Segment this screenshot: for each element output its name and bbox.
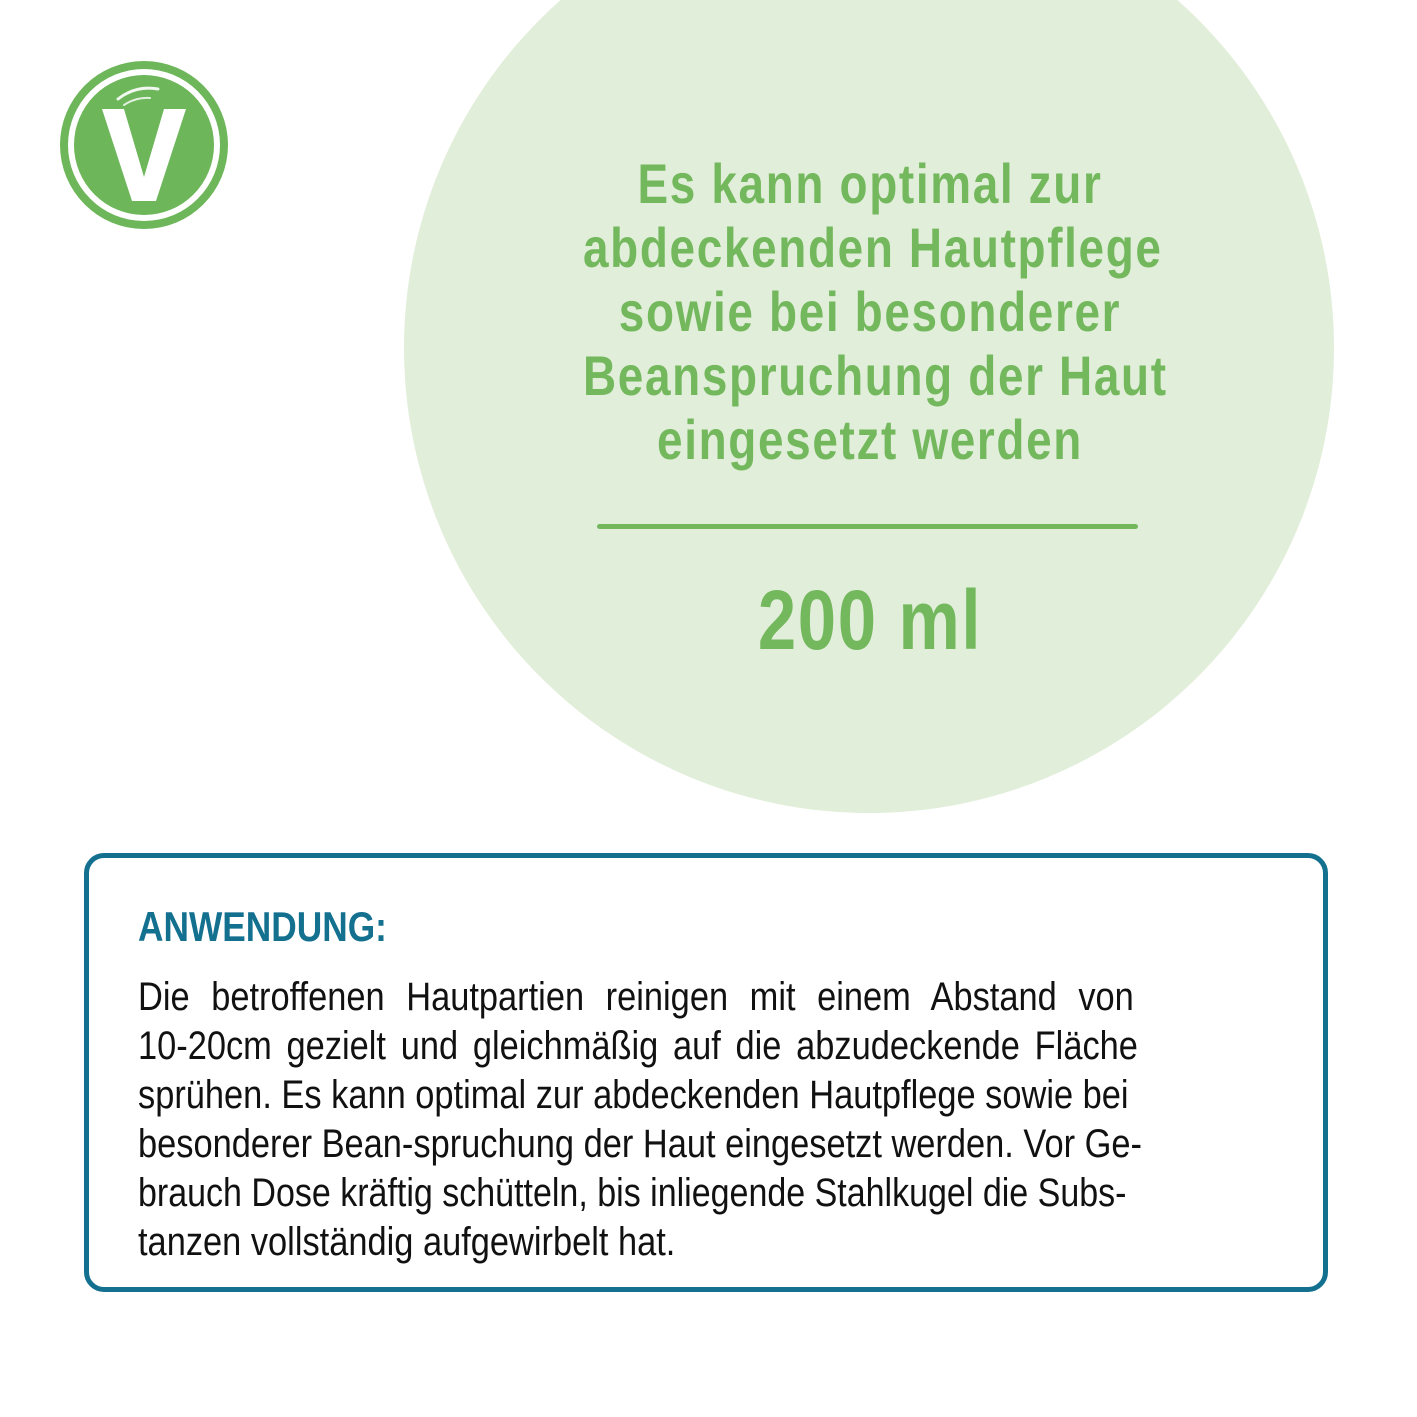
claim-line: Es kann optimal zur	[637, 152, 1103, 215]
vegan-v-icon	[58, 59, 230, 231]
usage-line: Die betroffenen Hautpartien reinigen mit einem Abstand von	[138, 975, 1134, 1019]
claim-text	[583, 152, 1168, 472]
usage-line: tanzen vollständig aufgewirbelt hat.	[138, 1220, 676, 1264]
claim-line: sowie bei besonderer	[618, 280, 1122, 343]
usage-line: 10-20cm gezielt und gleichmäßig auf die abzudeckende Fläche	[138, 1024, 1138, 1068]
divider	[597, 524, 1138, 529]
claim-line: Beanspruchung der Haut	[583, 344, 1168, 407]
usage-title: ANWENDUNG:	[138, 903, 387, 950]
usage-line: besonderer Bean-spruchung der Haut eingesetzt werden. Vor Ge-	[138, 1122, 1142, 1166]
claim-line: abdeckenden Hautpflege	[583, 216, 1163, 279]
vegan-logo	[58, 59, 230, 231]
volume-label: 200 ml	[757, 573, 983, 667]
usage-line: brauch Dose kräftig schütteln, bis inliegende Stahlkugel die Subs-	[138, 1171, 1127, 1215]
claim-line: eingesetzt werden	[657, 408, 1083, 471]
usage-line: sprühen. Es kann optimal zur abdeckenden Hautpflege sowie bei	[138, 1073, 1129, 1117]
usage-text	[138, 973, 1274, 1267]
